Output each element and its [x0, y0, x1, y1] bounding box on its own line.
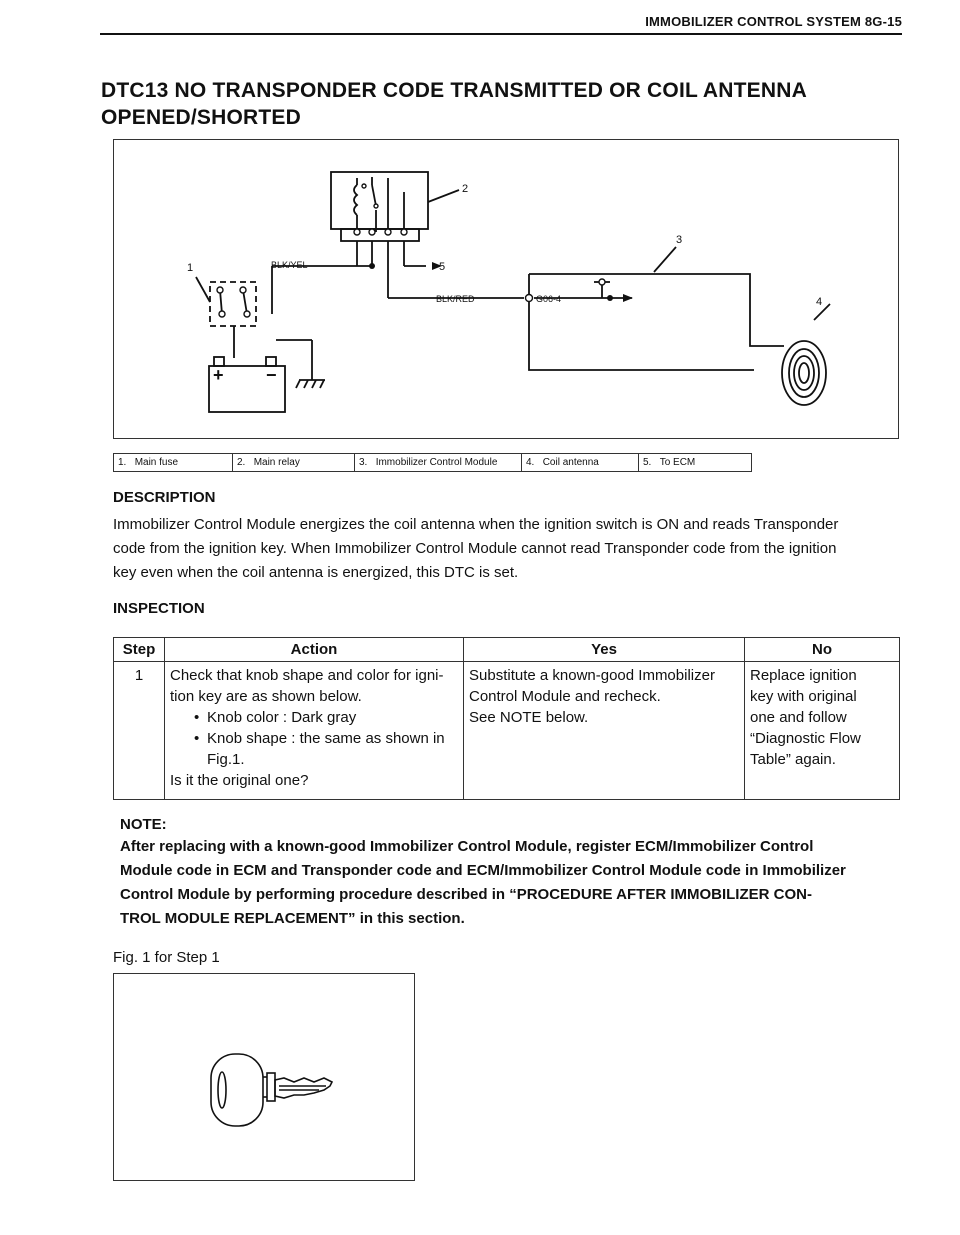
- page-title-line-2: OPENED/SHORTED: [101, 106, 301, 129]
- note-line: TROL MODULE REPLACEMENT” in this section.: [120, 910, 465, 927]
- column-header-no: No: [745, 638, 900, 662]
- action-cell: Check that knob shape and color for igni- tion key are as shown below. • Knob color : Dark gray • Knob shape : the same as shown in Fig.1. Is it the original one?: [165, 662, 464, 800]
- page-title: [101, 77, 901, 131]
- legend-item-4: 4. Coil antenna: [522, 454, 639, 472]
- legend-item-1: 1. Main fuse: [114, 454, 233, 472]
- wiring-diagram-svg: [114, 140, 900, 440]
- table-row: [114, 662, 900, 800]
- callout-1: 1: [187, 262, 194, 274]
- blk-red-label: BLK/RED: [436, 294, 475, 304]
- battery-plus-label: +: [213, 365, 224, 385]
- coil-antenna: [782, 341, 826, 405]
- legend-item-3: 3. Immobilizer Control Module: [355, 454, 522, 472]
- legend-item-2: 2. Main relay: [233, 454, 355, 472]
- battery-minus-label: −: [266, 365, 277, 385]
- callout-4: 4: [816, 296, 823, 308]
- description-line: code from the ignition key. When Immobilizer Control Module cannot read Transponder code from the ignition: [113, 540, 837, 557]
- step-cell: 1: [114, 662, 165, 800]
- ignition-key-icon: [114, 974, 416, 1182]
- column-header-yes: Yes: [464, 638, 745, 662]
- note-title: NOTE:: [120, 816, 167, 833]
- blk-yel-label: BLK/YEL: [271, 260, 308, 270]
- relay-coil: [354, 185, 357, 215]
- ignition-key-figure: [113, 973, 415, 1181]
- callout-3: 3: [676, 234, 683, 246]
- callout-2: 2: [462, 183, 469, 195]
- yes-cell: Substitute a known-good Immobilizer Control Module and recheck. See NOTE below.: [464, 662, 745, 800]
- wiring-diagram: [113, 139, 899, 439]
- page-title-line-1: DTC13 NO TRANSPONDER CODE TRANSMITTED OR COIL ANTENNA: [101, 79, 807, 102]
- no-cell: Replace ignition key with original one and follow “Diagnostic Flow Table” again.: [745, 662, 900, 800]
- description-line: key even when the coil antenna is energized, this DTC is set.: [113, 564, 519, 581]
- immobilizer-module-outline: [529, 274, 754, 370]
- table-header-row: [114, 638, 900, 662]
- description-body: [113, 513, 900, 585]
- inspection-heading: INSPECTION: [113, 600, 205, 617]
- running-header: IMMOBILIZER CONTROL SYSTEM 8G-15: [645, 14, 902, 29]
- column-header-step: Step: [114, 638, 165, 662]
- main-relay-box: [331, 172, 428, 229]
- note-line: After replacing with a known-good Immobilizer Control Module, register ECM/Immobilizer Control: [120, 838, 814, 855]
- note-line: Module code in ECM and Transponder code and ECM/Immobilizer Control Module code in Immobilizer: [120, 862, 846, 879]
- legend-item-5: 5. To ECM: [639, 454, 752, 472]
- description-line: Immobilizer Control Module energizes the coil antenna when the ignition switch is ON and reads Transponder: [113, 516, 839, 533]
- action-question: Is it the original one?: [170, 772, 309, 789]
- note-body: [120, 835, 893, 931]
- connector-label: G06-4: [536, 294, 562, 304]
- header-rule: [100, 33, 902, 35]
- diagram-legend: [113, 453, 752, 472]
- bullet-item: • Knob color : Dark gray: [194, 709, 357, 726]
- description-heading: DESCRIPTION: [113, 489, 216, 506]
- callout-5: 5: [439, 261, 446, 273]
- figure-caption: Fig. 1 for Step 1: [113, 949, 220, 966]
- bullet-item: • Knob shape : the same as shown in: [194, 730, 445, 747]
- relay-switch: [372, 185, 376, 206]
- inspection-table: [113, 637, 900, 800]
- column-header-action: Action: [165, 638, 464, 662]
- note-line: Control Module by performing procedure described in “PROCEDURE AFTER IMMOBILIZER CON-: [120, 886, 812, 903]
